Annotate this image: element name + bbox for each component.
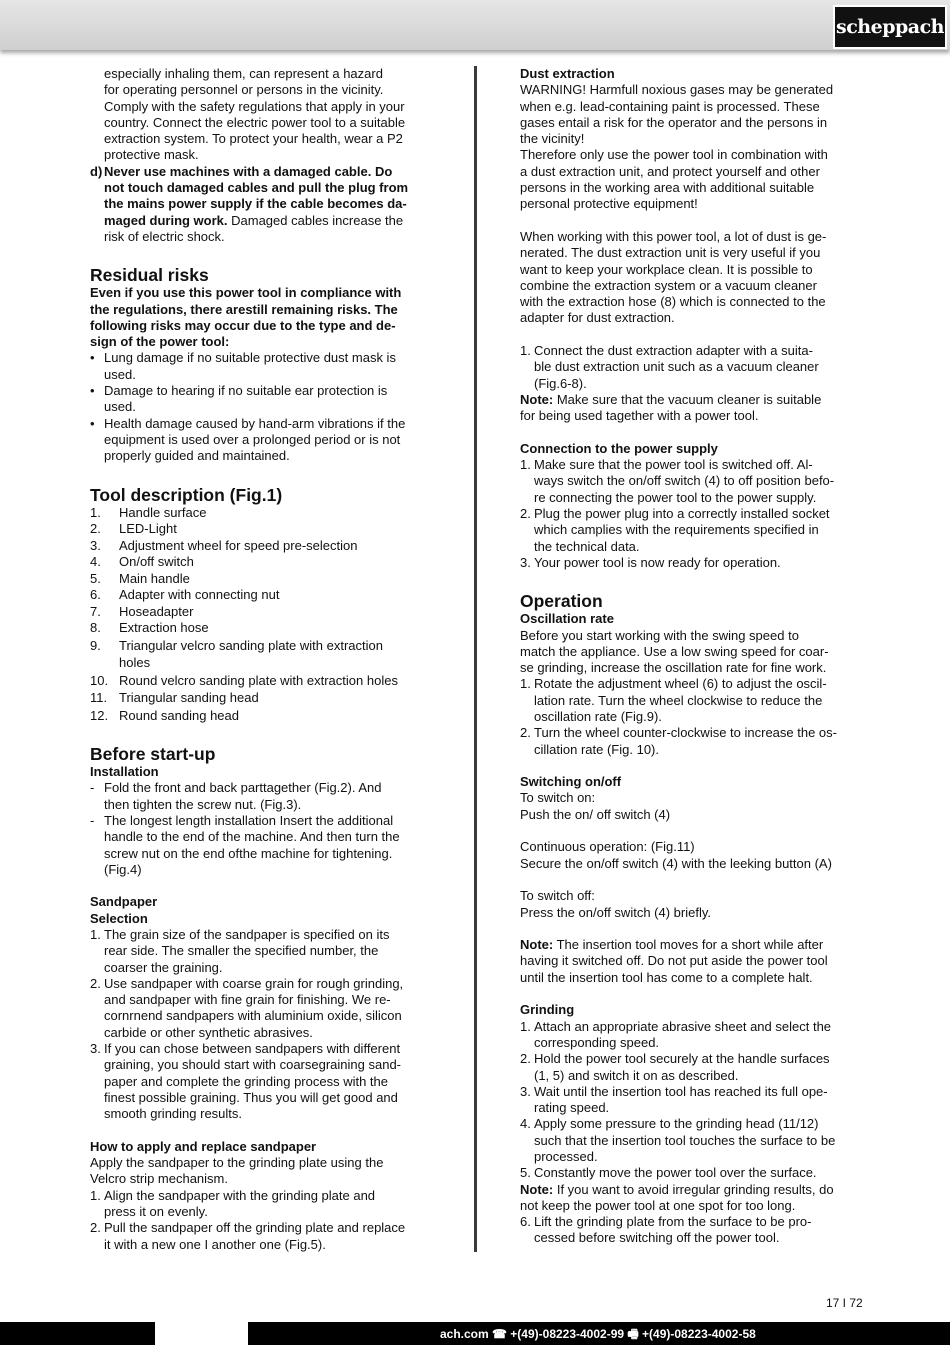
text-line: When working with this power tool, a lot of dust is ge- [520,228,827,244]
note-label: Note: [520,1181,554,1197]
spacer [520,581,865,591]
text-line: Comply with the safety regulations that apply in your [104,98,405,114]
item-text: holes [119,655,151,671]
item-number: 11. [90,690,108,706]
warning-d-text [104,164,408,245]
item-number: 1. [90,927,101,942]
text-line: risk of electric shock. [104,228,225,244]
item-number: 2. [520,1051,531,1067]
note-line [520,392,865,408]
spacer [90,724,435,734]
text-line: rating speed. [534,1100,610,1116]
list-item [520,1084,865,1117]
text-line: smooth grinding results. [104,1106,243,1122]
text-line: gases entail a risk for the operator and the persons in [520,114,828,130]
text-line: Fold the front and back parttagether (Fig.2). And [104,780,382,796]
note-text: The insertion tool moves for a short while after [553,937,824,953]
text-line: a dust extraction unit, and protect yourself and other [520,163,820,179]
text-line: lation rate. Turn the wheel clockwise to reduce the [534,692,823,708]
item-text: Adapter with connecting nut [119,587,280,603]
text-line: Pull the sandpaper off the grinding plate and replace [104,1220,406,1236]
item-text [104,1188,375,1221]
item-number: 9. [90,637,101,653]
note-label: Note: [520,937,554,953]
bullet-item [90,416,435,465]
left-column [90,66,435,1253]
text-line: Before you start working with the swing speed to [520,627,799,643]
subsection-apply-sandpaper: How to apply and replace sandpaper [90,1138,317,1154]
item-number: 4. [520,1116,531,1132]
brand-logo: scheppach [833,5,947,49]
item-text [534,725,837,758]
note-text: If you want to avoid irregular grinding results, do [553,1181,834,1197]
tool-item [90,707,435,725]
text-line: Velcro strip mechanism. [90,1171,228,1187]
text-line: Health damage caused by hand-arm vibrations if the [104,415,406,431]
spacer [90,475,435,485]
text-line: until the insertion tool has come to a complete halt. [520,969,813,985]
item-text [534,676,827,725]
spacer [90,878,435,894]
text-line: processed. [534,1149,598,1164]
item-number: 2. [520,725,531,741]
spacer [520,213,865,229]
text-line: want to keep your workplace clean. It is possible to [520,261,813,277]
tool-item [90,587,435,604]
text-line: (Fig.4) [104,861,142,877]
text-line: Turn the wheel counter-clockwise to increase the os- [534,725,837,741]
list-item [520,457,865,506]
item-number: 10. [90,672,109,688]
text-line: Hold the power tool securely at the handle surfaces [534,1051,830,1067]
subsection-selection: Selection [90,910,148,926]
text-line: the vicinity! [520,131,585,147]
text-line: properly guided and maintained. [104,448,290,464]
text-line: for being used tagether with a power tool. [520,408,759,424]
item-number: 1. [520,1018,531,1034]
list-item [90,1220,435,1253]
item-number: 4. [90,554,101,570]
text-line: personal protective equipment! [520,196,698,212]
text-line: Lift the grinding plate from the surface to be pro- [534,1214,812,1230]
text-line: Align the sandpaper with the grinding plate and [104,1187,376,1203]
text-line: corresponding speed. [534,1034,660,1050]
list-item [520,506,865,555]
text-line: paper and complete the grinding process with the [104,1073,389,1089]
item-text [534,506,830,555]
text-line: cessed before switching off the power tool. [534,1230,780,1246]
item-number: 6. [520,1214,531,1230]
text-line: screw nut on the end ofthe machine for tightening. [104,845,393,861]
item-text [534,1019,831,1052]
subsection-installation: Installation [90,764,159,780]
text-line: finest possible graining. Thus you will get good and [104,1089,398,1105]
list-item [520,343,865,392]
text-line: To switch on: [520,790,596,806]
item-number: 1. [520,343,531,359]
bullet-text [104,350,396,383]
spacer [90,734,435,744]
text-line: The grain size of the sandpaper is specified on its [104,927,390,942]
footer-white-block [155,1322,248,1345]
item-number: 2. [90,521,101,537]
item-number: 8. [90,620,101,636]
tool-item [90,637,435,655]
section-title-tool-description: Tool description (Fig.1) [90,484,283,505]
text-line: Lung damage if no suitable protective dust mask is [104,350,396,366]
item-text [104,813,400,878]
footer-contact: ach.com ☎ +(49)-08223-4002-99 🖷 +(49)-08223-4002-58 [440,1327,756,1341]
spacer [520,986,865,1002]
text-line: the mains power supply if the cable becomes da- [104,196,407,212]
spacer [520,921,865,937]
note-label: Note: [520,391,554,407]
text-line: used. [104,366,136,382]
dash: - [90,780,95,796]
text-line: Continuous operation: (Fig.11) [520,839,695,855]
item-number: 6. [90,587,101,603]
subsection-dust-extraction: Dust extraction [520,66,615,81]
item-text [534,555,781,571]
bullet-item [90,383,435,416]
right-column [520,66,865,1247]
text-line: carbide or other synthetic abrasives. [104,1024,313,1040]
text-line: following risks may occur due to the type and de- [90,317,396,333]
item-number: 5. [520,1165,531,1181]
spacer [520,758,865,774]
item-text: Hoseadapter [119,603,194,619]
item-text [104,780,382,813]
bullet: • [90,415,95,431]
tool-item [90,654,435,672]
item-number: 5. [90,570,101,586]
bullet: • [90,350,95,366]
dash-item [90,780,435,813]
item-text [104,976,403,1041]
subsection-switching: Switching on/off [520,774,622,790]
text-line: persons in the working area with additional suitable [520,180,815,196]
bold-span: maged during work. [104,212,228,228]
item-number: 3. [90,537,101,553]
text-line: the technical data. [534,538,640,554]
item-number: 1. [90,1187,101,1203]
item-number [90,654,119,672]
text-line: Push the on/ off switch (4) [520,806,671,822]
text-line: Apply the sandpaper to the grinding plate using the [90,1155,384,1171]
text-line: Rotate the adjustment wheel (6) to adjust the oscil- [534,676,827,692]
text-span: Damaged cables increase the [227,212,404,228]
text-line: not keep the power tool at one spot for too long. [520,1197,796,1213]
bullet: • [90,383,95,399]
item-number: d) [90,163,103,179]
text-line: when e.g. lead-containing paint is processed. These [520,98,820,114]
text-line: To switch off: [520,888,595,904]
section-title-before-start-up: Before start-up [90,744,216,765]
item-number: 2. [90,975,101,991]
note-line [520,1182,865,1198]
dash: - [90,812,95,828]
list-item [90,1188,435,1221]
item-text [534,1165,817,1181]
subsection-oscillation-rate: Oscillation rate [520,611,614,627]
item-text [534,457,834,506]
dash-item [90,813,435,878]
item-text: Round velcro sanding plate with extraction holes [119,672,398,688]
item-text: On/off switch [119,554,194,570]
item-text [104,927,389,976]
item-text: Main handle [119,570,190,586]
footer-bar [0,1322,950,1345]
item-text: Round sanding head [119,707,239,723]
text-line: such that the insertion tool touches the surface to be [534,1132,836,1148]
item-text [534,1084,828,1117]
bullet-text [104,383,387,416]
text-line: sign of the power tool: [90,334,230,350]
text-line: press it on evenly. [104,1204,208,1220]
spacer [520,823,865,839]
item-text [534,1051,830,1084]
bullet-text [104,416,405,465]
tool-item [90,604,435,621]
text-line: Wait until the insertion tool has reached its full ope- [534,1083,828,1099]
text-line: Connect the dust extraction adapter with a suita- [534,343,813,359]
item-text [534,1214,812,1247]
tool-item [90,689,435,707]
text-line: the regulations, there arestill remaining risks. The [90,301,398,317]
text-line: cornrnend sandpapers with aluminium oxide, silicon [104,1008,402,1024]
intro-paragraph [90,66,435,164]
list-item [520,676,865,725]
bullet-item [90,350,435,383]
text-line: Plug the power plug into a correctly installed socket [534,506,830,522]
item-text: Adjustment wheel for speed pre-selection [119,537,358,553]
warning-d [90,164,435,245]
section-title-operation: Operation [520,591,603,612]
text-line: especially inhaling them, can represent a hazard [104,66,383,81]
text-line: Constantly move the power tool over the surface. [534,1165,817,1181]
item-number: 1. [520,676,531,692]
text-line: handle to the end of the machine. And then turn the [104,829,400,845]
text-line: used. [104,399,136,415]
text-line: (Fig.6-8). [534,375,587,391]
item-number: 3. [520,554,531,570]
spacer [520,425,865,441]
note-line [520,937,865,953]
text-line: ways switch the on/off switch (4) to off position befo- [534,473,835,489]
text-line: ble dust extraction unit such as a vacuum cleaner [534,359,819,375]
text-line: oscillation rate (Fig.9). [534,708,662,724]
text-line: Even if you use this power tool in compliance with [90,285,402,301]
item-number: 7. [90,603,101,619]
list-item [520,1214,865,1247]
item-number: 2. [520,506,531,522]
item-text [534,1116,835,1165]
text-line: Therefore only use the power tool in combination with [520,147,828,163]
item-number: 12. [90,707,109,723]
tool-item [90,505,435,522]
item-text: Extraction hose [119,620,209,636]
text-line: with the extraction hose (8) which is connected to the [520,294,826,310]
text-line: se grinding, increase the oscillation rate for fine work. [520,660,827,676]
page-number: 17 I 72 [826,1296,863,1310]
item-number: 3. [520,1083,531,1099]
tool-item [90,554,435,571]
text-line: it with a new one I another one (Fig.5). [104,1236,326,1252]
spacer [90,1123,435,1139]
text-line: equipment is used over a prolonged period or is not [104,431,401,447]
subsection-sandpaper: Sandpaper [90,894,158,910]
text-line: WARNING! Harmfull noxious gases may be generated [520,82,834,98]
subsection-connection: Connection to the power supply [520,440,718,456]
item-text: Triangular velcro sanding plate with extraction [119,637,383,653]
item-text: Handle surface [119,504,207,520]
item-text: LED-Light [119,521,177,537]
text-line: re connecting the power tool to the power supply. [534,489,817,505]
item-number: 1. [520,457,531,473]
section-title-residual-risks: Residual risks [90,265,209,286]
text-line: not touch damaged cables and pull the plug from [104,180,409,196]
list-item [520,555,865,571]
text-line: Press the on/off switch (4) briefly. [520,904,711,920]
text-line: Your power tool is now ready for operation. [534,554,781,570]
list-item [520,1019,865,1052]
spacer [520,327,865,343]
text-line: (1, 5) and switch it on as described. [534,1067,739,1083]
text-line [104,213,408,229]
item-text [534,343,819,392]
text-line: cillation rate (Fig. 10). [534,741,659,757]
tool-item [90,672,435,690]
text-line: match the appliance. Use a low swing speed for coar- [520,643,829,659]
text-line: Attach an appropriate abrasive sheet and select the [534,1018,832,1034]
list-item [90,1041,435,1122]
text-line: The longest length installation Insert the additional [104,812,394,828]
item-number: 3. [90,1041,101,1057]
list-item [520,1165,865,1181]
text-line: having it switched off. Do not put aside the power tool [520,953,828,969]
item-text [104,1041,401,1122]
list-item [90,976,435,1041]
text-line: graining, you should start with coarsegraining sand- [104,1057,402,1073]
text-line: Apply some pressure to the grinding head (11/12) [534,1116,819,1132]
spacer [90,245,435,255]
text-line: and sandpaper with fine grain for finishing. We re- [104,992,391,1008]
item-text [104,1220,405,1253]
spacer [520,571,865,581]
note-text: Make sure that the vacuum cleaner is suitable [553,391,822,407]
text-line: combine the extraction system or a vacuum cleaner [520,277,817,293]
text-line: adapter for dust extraction. [520,310,675,326]
text-line: Make sure that the power tool is switched off. Al- [534,457,813,473]
spacer [90,465,435,475]
text-line: Secure the on/off switch (4) with the leeking button (A) [520,855,832,871]
text-line: extraction system. To protect your health, wear a P2 [104,131,403,147]
tool-item [90,620,435,637]
spacer [90,255,435,265]
tool-item [90,538,435,555]
item-text: Triangular sanding head [119,690,259,706]
spacer [520,872,865,888]
text-line: coarser the graining. [104,959,223,975]
text-line: protective mask. [104,147,199,163]
list-item [520,1116,865,1165]
tool-item [90,521,435,538]
subsection-grinding: Grinding [520,1002,575,1018]
tool-item [90,571,435,588]
header-bar [0,0,950,50]
text-line: Never use machines with a damaged cable. Do [104,163,393,179]
text-line: for operating personnel or persons in the vicinity. [104,82,384,98]
list-item [520,725,865,758]
text-line: Damage to hearing if no suitable ear protection is [104,383,388,399]
column-divider [474,66,477,1252]
text-line: Use sandpaper with coarse grain for rough grinding, [104,975,404,991]
text-line: If you can chose between sandpapers with different [104,1041,401,1057]
item-number: 2. [90,1220,101,1236]
list-item [520,1051,865,1084]
text-line: country. Connect the electric power tool to a suitable [104,114,406,130]
list-item [90,927,435,976]
text-line: which camplies with the requirements specified in [534,522,819,538]
text-line: then tighten the screw nut. (Fig.3). [104,796,302,812]
text-line: rear side. The smaller the specified number, the [104,943,379,959]
item-number: 1. [90,504,101,520]
text-line: nerated. The dust extraction unit is very useful if you [520,245,821,261]
